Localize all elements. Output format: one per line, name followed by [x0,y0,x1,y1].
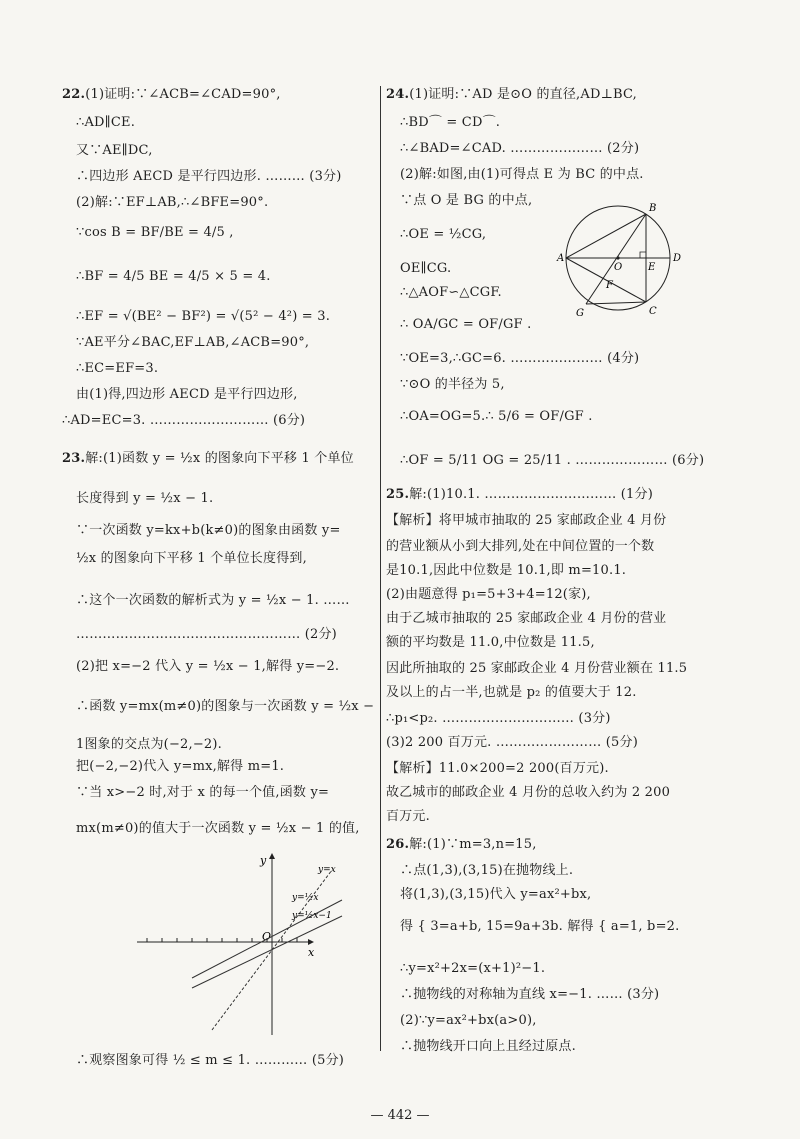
q25-line-2: 【解析】将甲城市抽取的 25 家邮政企业 4 月份 [386,513,667,528]
q26-line-5: ∴y=x²+2x=(x+1)²−1. [400,961,546,976]
q23-line-1: 23.解:(1)函数 y = ½x 的图象向下平移 1 个单位 [62,451,354,466]
q22-line-4: ∴四边形 AECD 是平行四边形. ……… (3分) [76,169,342,184]
q25-line-1: 25.解:(1)10.1. ………………………… (1分) [386,487,653,502]
q24-line-7: OE∥CG. [400,261,452,276]
q25-line-7: 额的平均数是 11.0,中位数是 11.5, [386,635,595,650]
q22-line-2: ∴AD∥CE. [76,115,136,130]
q26-line-8: ∴抛物线开口向上且经过原点. [400,1039,576,1054]
q25-line-11: (3)2 200 百万元. …………………… (5分) [386,735,638,750]
q26-line-4: 得 { 3=a+b, 15=9a+3b. 解得 { a=1, b=2. [400,919,680,934]
origin-label: O [262,930,272,943]
q24-line-11: ∵⊙O 的半径为 5, [400,377,505,392]
segment-ab [566,214,646,258]
q23-line-7: (2)把 x=−2 代入 y = ½x − 1,解得 y=−2. [76,659,340,674]
q24-line-3: ∴∠BAD=∠CAD. ………………… (2分) [400,141,640,156]
q24-line-1: 24.(1)证明:∵AD 是⊙O 的直径,AD⊥BC, [386,87,638,102]
q24-line-12: ∴OA=OG=5.∴ 5/6 = OF/GF . [400,409,593,424]
label-d: D [673,253,682,264]
q25-line-3: 的营业额从小到大排列,处在中间位置的一个数 [386,539,655,554]
q25-line-8: 因此所抽取的 25 家邮政企业 4 月份营业额在 11.5 [386,661,688,676]
x-axis-ticks [147,938,297,942]
q22-line-8: ∴EF = √(BE² − BF²) = √(5² − 4²) = 3. [76,309,331,324]
q25-line-12: 【解析】11.0×200=2 200(百万元). [386,761,609,776]
q23-line-10: 把(−2,−2)代入 y=mx,解得 m=1. [76,759,285,774]
q23-line-8: ∴函数 y=mx(m≠0)的图象与一次函数 y = ½x − [76,699,375,714]
q24-line-4: (2)解:如图,由(1)可得点 E 为 BC 的中点. [400,167,644,182]
q22-line-11: 由(1)得,四边形 AECD 是平行四边形, [76,387,298,402]
q26-line-2: ∴点(1,3),(3,15)在抛物线上. [400,863,574,878]
label-f: F [606,280,613,291]
q23-line-11: ∵当 x>−2 时,对于 x 的每一个值,函数 y= [76,785,330,800]
label-c: C [649,306,657,317]
label-y-half-x-minus-1: y=½x−1 [292,911,332,921]
q26-line-6: ∴抛物线的对称轴为直线 x=−1. …… (3分) [400,987,660,1002]
y-axis [269,853,275,1035]
q24-line-10: ∵OE=3,∴GC=6. ………………… (4分) [400,351,640,366]
q24-line-13: ∴OF = 5/11 OG = 25/11 . ………………… (6分) [400,453,705,468]
q23-line-9: 1图象的交点为(−2,−2). [76,737,223,752]
circle-figure [556,192,688,324]
q23-line-2: 长度得到 y = ½x − 1. [76,491,214,506]
label-y-half-x: y=½x [292,893,319,903]
q23-line-13: ∴观察图象可得 ½ ≤ m ≤ 1. ………… (5分) [76,1053,345,1068]
q25-line-10: ∴p₁<p₂. ………………………… (3分) [386,711,611,726]
segment-gc [586,302,646,304]
q25-line-9: 及以上的占一半,也就是 p₂ 的值要大于 12. [386,685,637,700]
q26-line-7: (2)∵y=ax²+bx(a>0), [400,1013,537,1028]
q22-line-7: ∴BF = 4/5 BE = 4/5 × 5 = 4. [76,269,271,284]
page-number: — 442 — [370,1108,430,1123]
center-point [616,256,619,259]
q25-line-5: (2)由题意得 p₁=5+3+4=12(家), [386,587,591,602]
q22-line-3: 又∵AE∥DC, [76,143,153,158]
q23-line-12: mx(m≠0)的值大于一次函数 y = ½x − 1 的值, [76,821,360,836]
q24-line-5: ∵点 O 是 BG 的中点, [400,193,533,208]
linear-function-graph [132,850,352,1040]
right-angle-mark [640,252,646,258]
label-g: G [576,308,584,319]
q23-line-4: ½x 的图象向下平移 1 个单位长度得到, [76,551,307,566]
label-o: O [614,262,623,273]
q24-line-2: ∴BD⌒ = CD⌒. [400,115,501,130]
q23-line-3: ∵一次函数 y=kx+b(k≠0)的图象由函数 y= [76,523,341,538]
q26-line-1: 26.解:(1)∵m=3,n=15, [386,837,537,852]
q25-line-6: 由于乙城市抽取的 25 家邮政企业 4 月份的营业 [386,611,667,626]
q25-line-13: 故乙城市的邮政企业 4 月份的总收入约为 2 200 [386,785,671,800]
q22-line-1: 22.(1)证明:∵∠ACB=∠CAD=90°, [62,87,281,102]
q22-line-9: ∵AE平分∠BAC,EF⊥AB,∠ACB=90°, [76,335,310,350]
q24-line-9: ∴ OA/GC = OF/GF . [400,317,532,332]
y-axis-label: y [260,854,267,867]
x-axis-label: x [308,946,315,959]
column-divider [380,86,381,1051]
segment-bg [586,214,646,304]
q26-line-3: 将(1,3),(3,15)代入 y=ax²+bx, [400,887,592,902]
q23-line-5: ∴这个一次函数的解析式为 y = ½x − 1. …… [76,593,350,608]
q25-line-4: 是10.1,因此中位数是 10.1,即 m=10.1. [386,563,627,578]
q25-line-14: 百万元. [386,809,430,824]
q22-line-6: ∵cos B = BF/BE = 4/5 , [76,225,234,240]
label-e: E [648,262,656,273]
label-a: A [557,253,565,264]
q22-line-5: (2)解:∵EF⊥AB,∴∠BFE=90°. [76,195,269,210]
label-b: B [649,203,657,214]
q23-line-6: …………………………………………… (2分) [76,627,337,642]
q24-line-6: ∴OE = ½CG, [400,227,487,242]
line-y-half-x-minus-1 [192,916,342,988]
q22-line-10: ∴EC=EF=3. [76,361,159,376]
q24-line-8: ∴△AOF∽△CGF. [400,285,502,300]
q22-line-12: ∴AD=EC=3. ……………………… (6分) [62,413,306,428]
label-y-equals-x: y=x [318,865,336,875]
